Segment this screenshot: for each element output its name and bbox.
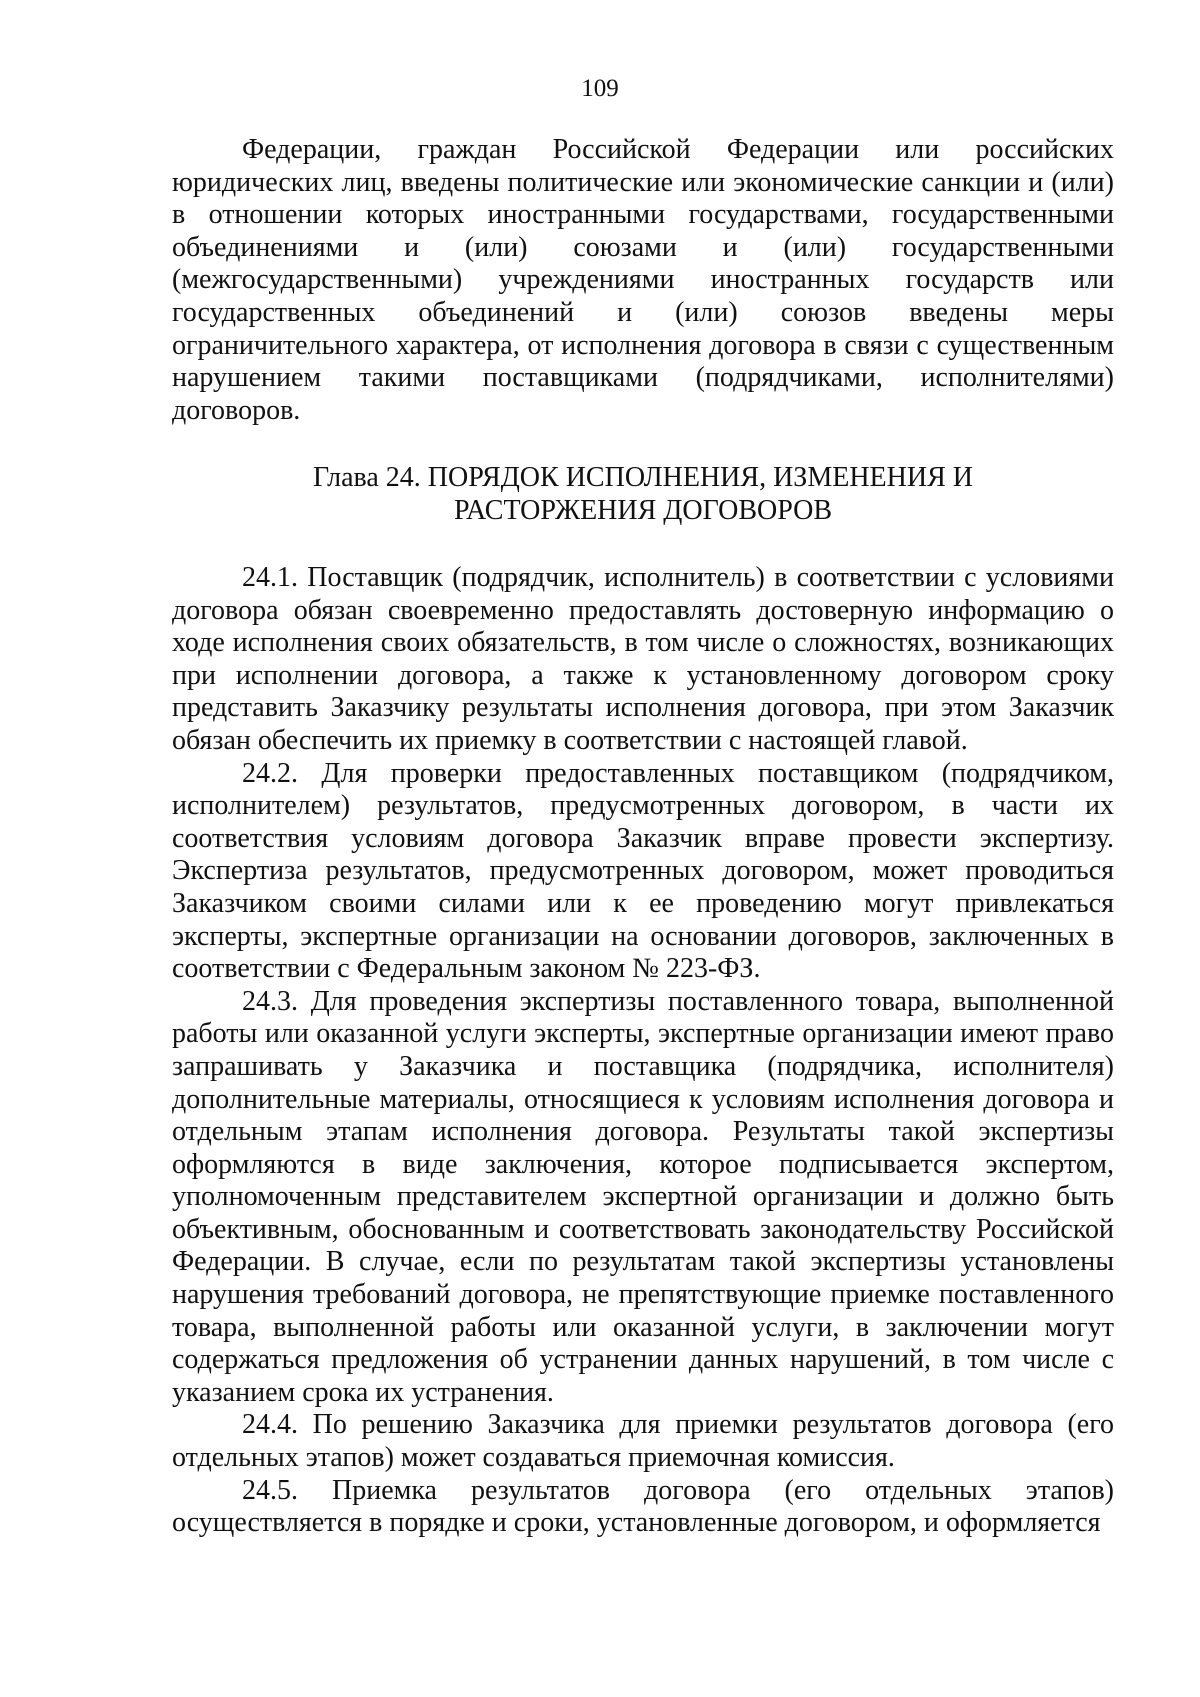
chapter-heading-line-2: РАСТОРЖЕНИЯ ДОГОВОРОВ	[453, 495, 833, 526]
clause-24-3: 24.3. Для проведения экспертизы поставленного товара, выполненной работы или оказанной услуги эксперты, экспертные организации имеют право запрашивать у Заказчика и поставщика (подрядчика, исполнителя) дополнительные материалы, относящиеся к условиям исполнения договора и отдельным этапам исполнения договора. Результаты такой экспертизы оформляются в виде заключения, которое подписывается экспертом, уполномоченным представителем экспертной организации и должно быть объективным, обоснованным и соответствовать законодательству Российской Федерации. В случае, если по результатам такой экспертизы установлены нарушения требований договора, не препятствующие приемке поставленного товара, выполненной работы или оказанной услуги, в заключении могут содержаться предложения об устранении данных нарушений, в том числе с указанием срока их устранения.	[172, 985, 1114, 1408]
chapter-heading	[172, 461, 1114, 527]
clause-24-5: 24.5. Приемка результатов договора (его отдельных этапов) осуществляется в порядке и сроки, установленные договором, и оформляется	[172, 1474, 1114, 1539]
clause-24-1: 24.1. Поставщик (подрядчик, исполнитель) в соответствии с условиями договора обязан своевременно предоставлять достоверную информацию о ходе исполнения своих обязательств, в том числе о сложностях, возникающих при исполнении договора, а также к установленному договором сроку представить Заказчику результаты исполнения договора, при этом Заказчик обязан обеспечить их приемку в соответствии с настоящей главой.	[172, 562, 1114, 756]
chapter-heading-line-1: Глава 24. ПОРЯДОК ИСПОЛНЕНИЯ, ИЗМЕНЕНИЯ И	[313, 462, 973, 493]
intro-section	[172, 134, 1114, 427]
intro-paragraph: Федерации, граждан Российской Федерации или российских юридических лиц, введены политические или экономические санкции и (или) в отношении которых иностранными государствами, государственными объединениями и (или) союзами и (или) государственными (межгосударственными) учреждениями иностранных государств или государственных объединений и (или) союзов введены меры ограничительного характера, от исполнения договора в связи с существенным нарушением такими поставщиками (подрядчиками, исполнителями) договоров.	[172, 134, 1114, 426]
clause-24-4: 24.4. По решению Заказчика для приемки результатов договора (его отдельных этапов) может создаваться приемочная комиссия.	[172, 1409, 1114, 1474]
clause-24-2: 24.2. Для проверки предоставленных поставщиком (подрядчиком, исполнителем) результатов, предусмотренных договором, в части их соответствия условиям договора Заказчик вправе провести экспертизу. Экспертиза результатов, предусмотренных договором, может проводиться Заказчиком своими силами или к ее проведению могут привлекаться эксперты, экспертные организации на основании договоров, заключенных в соответствии с Федеральным законом № 223-ФЗ.	[172, 757, 1114, 985]
page-number: 109	[581, 75, 619, 102]
clauses-section	[172, 562, 1114, 1540]
